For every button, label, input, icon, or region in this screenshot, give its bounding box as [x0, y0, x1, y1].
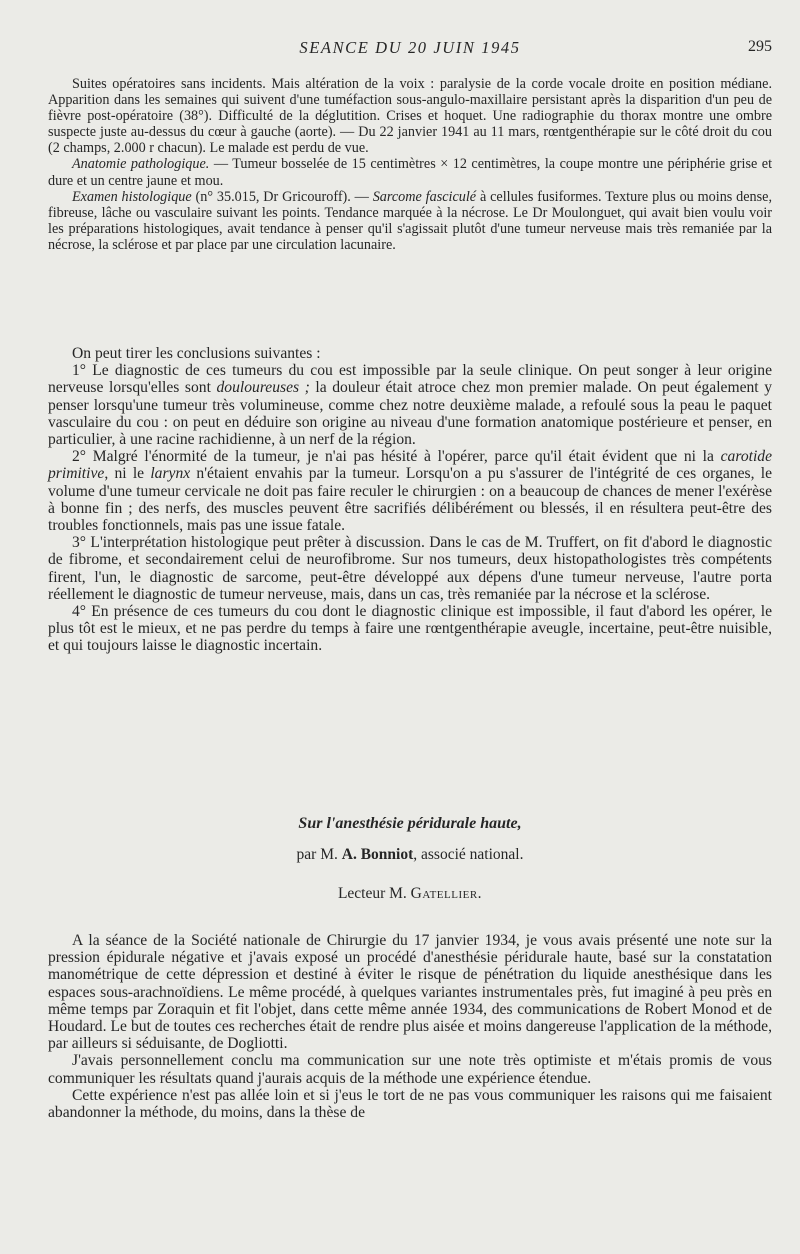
page-number: 295 — [748, 38, 772, 55]
conclusion-1-text-b: la douleur était atroce chez mon premier malade. On peut également y penser lorsqu'une tumeur très volumineuse, comme chez notre deuxième malade, a refoulé sous la peau le paquet vasculaire du cou : on peut en déduire son origine au niveau d'une formation anatomique postérieure et penser, en particulier, à une racine rachidienne, à un nerf de la région. — [48, 379, 772, 449]
conclusion-2-emphasis-larynx: larynx — [150, 465, 191, 483]
case-report-section — [48, 76, 772, 253]
author-name: A. Bonniot — [341, 846, 414, 863]
histology-paragraph — [48, 189, 772, 253]
conclusion-1 — [48, 362, 772, 448]
conclusion-2-text-a: 2° Malgré l'énormité de la tumeur, je n'ai pas hésité à l'opérer, parce qu'il était évident que ni la — [72, 448, 721, 466]
article-title: Sur l'anesthésie péridurale haute, — [298, 815, 522, 832]
anatomy-label: Anatomie pathologique. — [72, 156, 210, 173]
histology-diagnosis: Sarcome fasciculé — [372, 188, 477, 205]
conclusion-2-text-c: n'étaient envahis par la tumeur. Lorsqu'on a pu s'assurer de l'intégrité de ces organes, le volume d'une tumeur cervicale ne doit pas faire reculer le chirurgien : on a beaucoup de chances de mener l'exérèse à bonne fin ; des nerfs, des muscles peuvent être sacrifiés délibérément ou blessés, il en résultera peut-être des troubles fonctionnels, mais pas une issue fatale. — [48, 465, 772, 535]
histology-label: Examen histologique — [72, 188, 192, 205]
conclusion-2-emphasis-carotid: carotide primitive — [48, 448, 772, 483]
running-title: SEANCE DU 20 JUIN 1945 — [299, 38, 521, 57]
byline-prefix: par M. — [296, 846, 342, 863]
page-header — [48, 38, 772, 62]
anatomy-text: — Tumeur bosselée de 15 centimètres × 12 centimètres, la coupe montre une périphérie grise et dure et un centre jaune et mou. — [48, 156, 773, 189]
conclusion-2 — [48, 448, 772, 534]
reader-prefix: Lecteur M. — [337, 885, 411, 902]
anatomy-paragraph — [48, 156, 772, 188]
case-report-paragraph: Suites opératoires sans incidents. Mais altération de la voix : paralysie de la corde vocale droite en position médiane. Apparition dans les semaines qui suivent d'une tuméfaction sous-angulo-maxillaire persistant après la disparition d'un peu de fièvre post-opératoire (38°). Difficulté de la déglutition. Crises et hoquet. Une radiographie du thorax montre une ombre suspecte juste au-dessus du cœur à gauche (aorte). — Du 22 janvier 1941 au 11 mars, rœntgenthérapie sur le côté droit du cou (2 champs, 2.000 r chacun). Le malade est perdu de vue. — [48, 76, 772, 157]
conclusion-3: 3° L'interprétation histologique peut prêter à discussion. Dans le cas de M. Truffert, on fit d'abord le diagnostic de fibrome, et secondairement celui de neurofibrome. Sur nos tumeurs, deux histopathologistes très compétents firent, l'un, le diagnostic de sarcome, peut-être développé aux dépens d'une tumeur nerveuse, l'autre porta réellement le diagnostic de tumeur nerveuse, mais, dans un cas, très remaniée par la nécrose et la sclérose. — [48, 534, 772, 603]
histology-text: à cellules fusiformes. Texture plus ou moins dense, fibreuse, lâche ou vasculaire suivant les points. Tendance marquée à la nécrose. Le Dr Moulonguet, qui avait bien voulu voir les préparations histologiques, avait tendance à penser qu'il s'agissait plutôt d'une tumeur nerveuse mais très remaniée par la nécrose, la sclérose et par place par une circulation lacunaire. — [48, 188, 773, 253]
article-byline — [48, 846, 772, 864]
conclusion-2-text-b: , ni le — [104, 465, 151, 483]
conclusions-intro: On peut tirer les conclusions suivantes : — [72, 345, 321, 362]
conclusion-1-text-a: 1° Le diagnostic de ces tumeurs du cou est impossible par la seule clinique. On peut songer à leur origine nerveuse lorsqu'elles sont — [48, 362, 772, 397]
byline-suffix: , associé national. — [413, 846, 524, 863]
histology-reference: (n° 35.015, Dr Gricouroff). — — [191, 188, 373, 205]
article-paragraph-2: J'avais personnellement conclu ma communication sur une note très optimiste et m'étais promis de vous communiquer les résultats quand j'aurais acquis de la méthode une expérience étendue. — [48, 1052, 772, 1087]
article-paragraph-1: A la séance de la Société nationale de Chirurgie du 17 janvier 1934, je vous avais présenté une note sur la pression épidurale négative et j'avais exposé un procédé d'anesthésie péridurale haute, basé sur la constatation manométrique de cette dépression et destiné à éviter le risque de pénétration du liquide anesthésique dans les espaces sous-arachnoïdiens. Le même procédé, à quelques variantes instrumentales près, fut imaginé à peu près en même temps par Zoraquin et fit l'objet, dans cette même année 1934, des communications de Robert Monod et de Houdard. Le but de toutes ces recherches était de rendre plus aisée et moins dangereuse l'application de la méthode, par ailleurs si séduisante, de Dogliotti. — [48, 932, 772, 1053]
reader-name: Gatellier. — [410, 885, 483, 902]
article-body — [48, 932, 772, 1121]
conclusion-4: 4° En présence de ces tumeurs du cou dont le diagnostic clinique est impossible, il faut d'abord les opérer, le plus tôt est le mieux, et ne pas perdre du temps à faire une rœntgenthérapie aveugle, incertaine, peut-être nuisible, et qui toujours laisse le diagnostic incertain. — [48, 603, 772, 655]
conclusion-1-emphasis: douloureuses ; — [216, 379, 310, 397]
article-paragraph-3: Cette expérience n'est pas allée loin et si j'eus le tort de ne pas vous communiquer les raisons qui me faisaient abandonner la méthode, du moins, dans la thèse de — [48, 1086, 772, 1122]
article-reader — [48, 885, 772, 903]
conclusions-section — [48, 345, 772, 655]
